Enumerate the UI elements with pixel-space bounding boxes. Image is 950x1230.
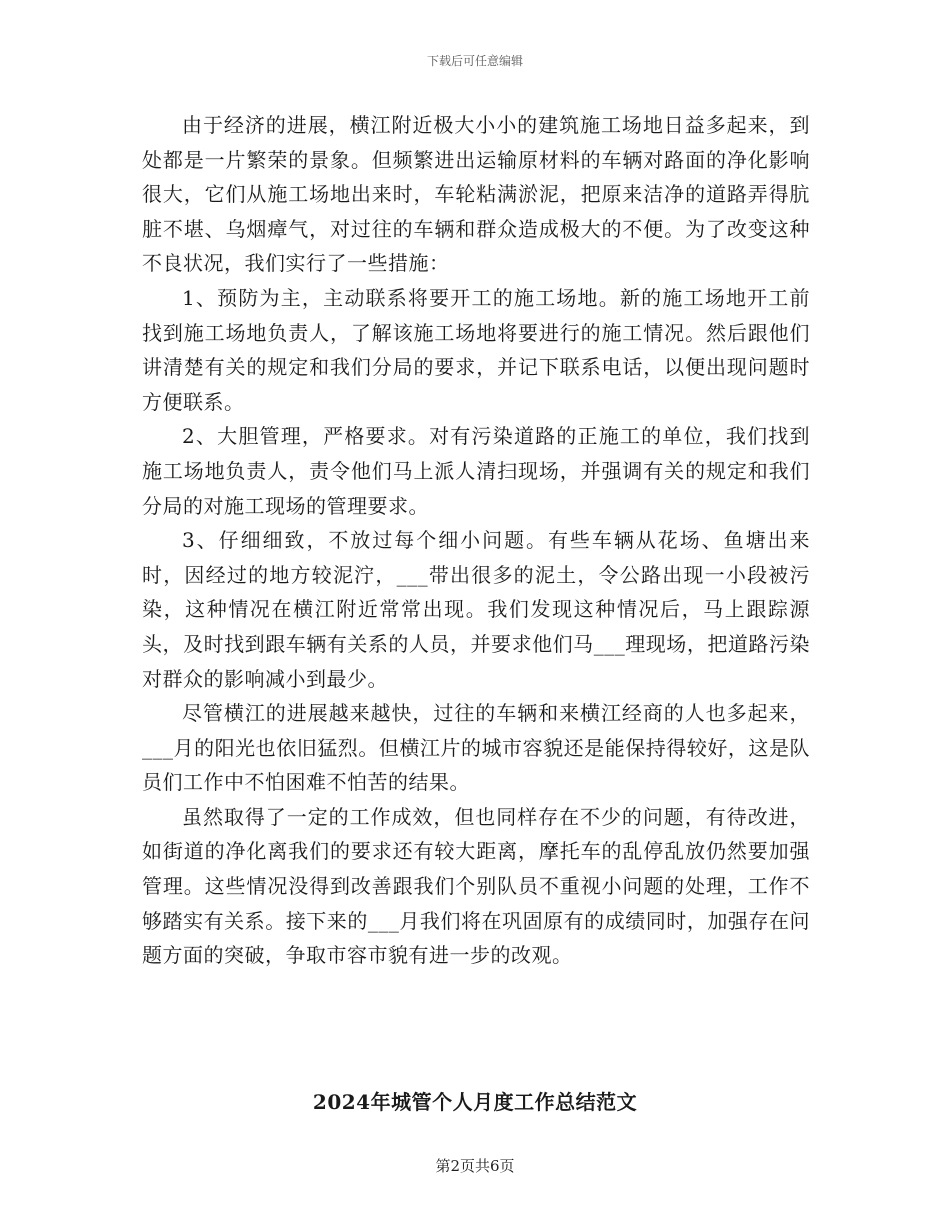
- paragraph-measure-2: 2、大胆管理，严格要求。对有污染道路的正施工的单位，我们找到施工场地负责人，责令他们马上派人清扫现场，并强调有关的规定和我们分局的对施工现场的管理要求。: [142, 424, 810, 518]
- document-title: 2024年城管个人月度工作总结范文: [312, 1090, 638, 1114]
- page-header: 下载后可任意编辑: [426, 54, 523, 68]
- page-footer: 第2页共6页: [435, 1157, 515, 1175]
- paragraph-intro: 由于经济的进展，横江附近极大小小的建筑施工场地日益多起来，到处都是一片繁荣的景象。但频繁进出运输原材料的车辆对路面的净化影响很大，它们从施工场地出来时，车轮粘满淤泥，把原来洁净的道路弄得肮脏不堪、乌烟瘴气，对过往的车辆和群众造成极大的不便。为了改变这种不良状况，我们实行了一些措施：: [142, 113, 810, 276]
- paragraph-result: 尽管横江的进展越来越快，过往的车辆和来横江经商的人也多起来，___月的阳光也依旧猛烈。但横江片的城市容貌还是能保持得较好，这是队员们工作中不怕困难不怕苦的结果。: [142, 701, 810, 795]
- document-body: [142, 108, 810, 973]
- paragraph-improvement: 虽然取得了一定的工作成效，但也同样存在不少的问题，有待改进，如街道的净化离我们的要求还有较大距离，摩托车的乱停乱放仍然要加强管理。这些情况没得到改善跟我们个别队员不重视小问题的处理，工作不够踏实有关系。接下来的___月我们将在巩固原有的成绩同时，加强存在问题方面的突破，争取市容市貌有进一步的改观。: [142, 804, 810, 968]
- paragraph-measure-1: 1、预防为主，主动联系将要开工的施工场地。新的施工场地开工前找到施工场地负责人，了解该施工场地将要进行的施工情况。然后跟他们讲清楚有关的规定和我们分局的要求，并记下联系电话，以便出现问题时方便联系。: [142, 285, 810, 414]
- paragraph-measure-3: 3、仔细细致，不放过每个细小问题。有些车辆从花场、鱼塘出来时，因经过的地方较泥泞，___带出很多的泥土，令公路出现一小段被污染，这种情况在横江附近常常出现。我们发现这种情况后，马上跟踪源头，及时找到跟车辆有关系的人员，并要求他们马___理现场，把道路污染对群众的影响减小到最少。: [142, 528, 810, 691]
